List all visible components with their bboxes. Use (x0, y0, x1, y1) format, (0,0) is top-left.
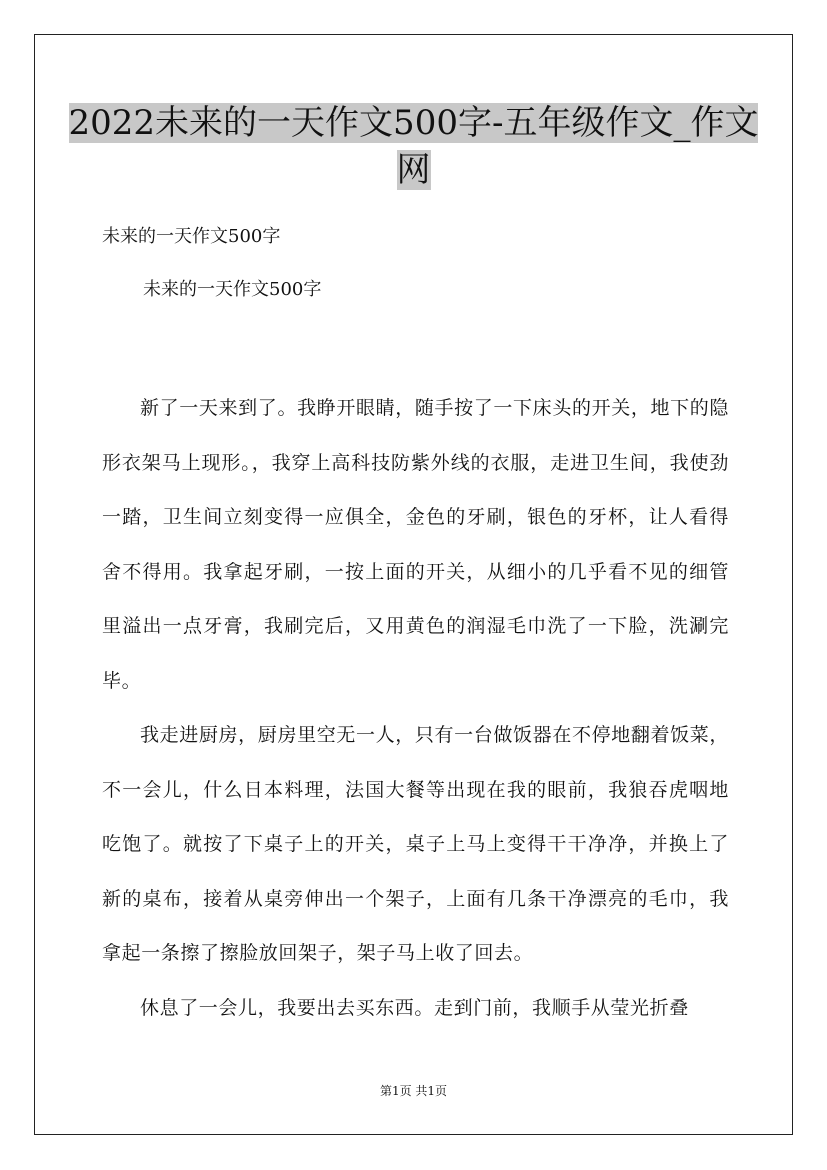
document-subtitle: 未来的一天作文500字 (102, 226, 281, 247)
document-title (60, 100, 767, 194)
paragraph: 新了一天来到了。我睁开眼睛，随手按了一下床头的开关，地下的隐形衣架马上现形。，我穿上高科技防紫外线的衣服，走进卫生间，我使劲一踏，卫生间立刻变得一应俱全，金色的牙刷，银色的牙杯，让人看得舍不得用。我拿起牙刷，一按上面的开关，从细小的几乎看不见的细管里溢出一点牙膏，我刷完后，又用黄色的润湿毛巾洗了一下脸，洗涮完毕。 (102, 397, 729, 692)
document-title-text: 2022未来的一天作文500字-五年级作文_作文网 (68, 103, 759, 190)
document-subtitle-indented: 未来的一天作文500字 (143, 279, 322, 300)
paragraph: 我走进厨房，厨房里空无一人，只有一台做饭器在不停地翻着饭菜，不一会儿，什么日本料理，法国大餐等出现在我的眼前，我狼吞虎咽地吃饱了。就按了下桌子上的开关，桌子上马上变得干干净净，并换上了新的桌布，接着从桌旁伸出一个架子，上面有几条干净漂亮的毛巾，我拿起一条擦了擦脸放回架子，架子马上收了回去。 (102, 724, 729, 964)
page-number: 第1页 共1页 (379, 1084, 448, 1098)
document-body (102, 381, 729, 1035)
paragraph: 休息了一会儿，我要出去买东西。走到门前，我顺手从莹光折叠 (140, 996, 689, 1019)
